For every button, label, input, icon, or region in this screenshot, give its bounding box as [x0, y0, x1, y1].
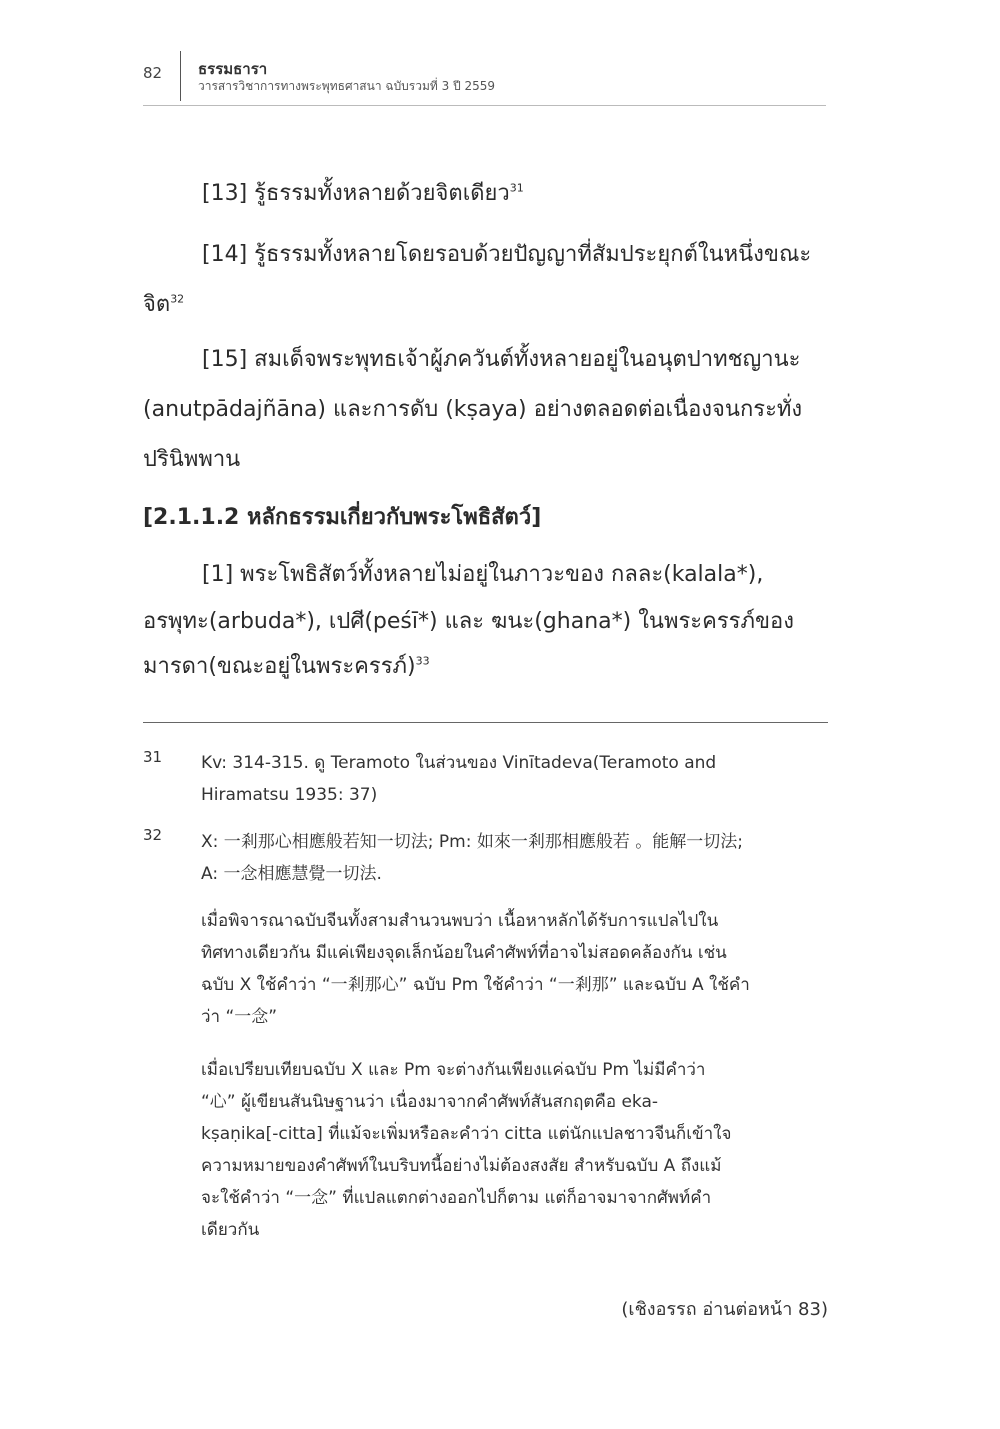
page-number: 82: [143, 64, 163, 82]
footnote-32-number: 32: [143, 826, 163, 844]
paragraph-13: [202, 168, 524, 220]
paragraph-15-line-2: (anutpādajñāna) และการดับ (kṣaya) อย่างตลอดต่อเนื่องจนกระทั่ง: [143, 397, 803, 422]
footnote-ref-32[interactable]: 32: [170, 292, 185, 306]
footnote-32-p3-line-6: เดียวกัน: [201, 1220, 260, 1240]
paragraph-14-line-1: [14] รู้ธรรมทั้งหลายโดยรอบด้วยปัญญาที่สัมประยุกต์ในหนึ่งขณะ: [202, 242, 812, 267]
paragraph-1-line-2: อรพุทะ(arbuda*), เปศี(peśī*) และ ฆนะ(ghana*) ในพระครรภ์ของ: [143, 609, 794, 634]
footnote-31-line-2: Hiramatsu 1935: 37): [201, 785, 378, 805]
footnote-31: [201, 747, 828, 811]
footnote-32: [201, 826, 828, 890]
footnote-32-paragraph-2: [201, 905, 828, 1033]
footnote-rule: [143, 722, 828, 723]
footnote-32-p3-line-3: kṣaṇika[-citta] ที่แม้จะเพิ่มหรือละคำว่า citta แต่นักแปลชาวจีนก็เข้าใจ: [201, 1124, 732, 1144]
footnote-32-p3-line-4: ความหมายของคำศัพท์ในบริบทนี้อย่างไม่ต้องสงสัย สำหรับฉบับ A ถึงแม้: [201, 1156, 722, 1176]
paragraph-13-text: [13] รู้ธรรมทั้งหลายด้วยจิตเดียว: [202, 181, 510, 206]
footnote-continued-note: (เชิงอรรถ อ่านต่อหน้า 83): [621, 1299, 828, 1320]
footnote-ref-33[interactable]: 33: [415, 654, 430, 668]
footnote-32-p2-line-2: ทิศทางเดียวกัน มีแค่เพียงจุดเล็กน้อยในคำศัพท์ที่อาจไม่สอดคล้องกัน เช่น: [201, 943, 727, 963]
header-divider: [180, 51, 181, 101]
header-rule: [143, 105, 826, 106]
footnote-32-p3-line-5: จะใช้คำว่า “一念” ที่แปลแตกต่างออกไปก็ตาม แต่ก็อาจมาจากศัพท์คำ: [201, 1188, 712, 1208]
paragraph-15-line-1: [15] สมเด็จพระพุทธเจ้าผู้ภควันต์ทั้งหลายอยู่ในอนุตปาทชญานะ: [202, 347, 801, 372]
journal-title: ธรรมธารา: [198, 60, 268, 78]
footnote-32-paragraph-3: [201, 1054, 828, 1246]
footnote-32-p2-line-4: ว่า “一念”: [201, 1007, 278, 1027]
footnote-31-line-1: Kv: 314-315. ดู Teramoto ในส่วนของ Vinītadeva(Teramoto and: [201, 753, 717, 773]
footnote-32-p2-line-3: ฉบับ X ใช้คำว่า “一剎那心” ฉบับ Pm ใช้คำว่า “一剎那” และฉบับ A ใช้คำ: [201, 975, 750, 995]
footnote-32-p2-line-1: เมื่อพิจารณาฉบับจีนทั้งสามสำนวนพบว่า เนื้อหาหลักได้รับการแปลไปใน: [201, 911, 719, 931]
paragraph-1-line-1: [1] พระโพธิสัตว์ทั้งหลายไม่อยู่ในภาวะของ กลละ(kalala*),: [202, 562, 764, 587]
footnote-32-p3-line-1: เมื่อเปรียบเทียบฉบับ X และ Pm จะต่างกันเพียงแค่ฉบับ Pm ไม่มีคำว่า: [201, 1060, 706, 1080]
paragraph-1-line-3: [143, 641, 430, 693]
paragraph-14-line-2: [143, 279, 184, 331]
section-heading: [2.1.1.2 หลักธรรมเกี่ยวกับพระโพธิสัตว์]: [143, 505, 542, 530]
footnote-32-p3-line-2: “心” ผู้เขียนสันนิษฐานว่า เนื่องมาจากคำศัพท์สันสกฤตคือ eka-: [201, 1092, 659, 1112]
footnote-ref-31[interactable]: 31: [509, 181, 524, 195]
paragraph-1-tail: มารดา(ขณะอยู่ในพระครรภ์): [143, 654, 416, 679]
journal-subtitle: วารสารวิชาการทางพระพุทธศาสนา ฉบับรวมที่ 3 ปี 2559: [198, 79, 496, 93]
footnote-32-line-1: X: 一剎那心相應般若知一切法; Pm: 如來一剎那相應般若 。能解一切法;: [201, 832, 743, 852]
paragraph-15-line-3: ปรินิพพาน: [143, 447, 241, 472]
paragraph-14-tail: จิต: [143, 292, 171, 317]
footnote-31-number: 31: [143, 748, 163, 766]
footnote-32-line-2: A: 一念相應慧覺一切法.: [201, 864, 382, 884]
